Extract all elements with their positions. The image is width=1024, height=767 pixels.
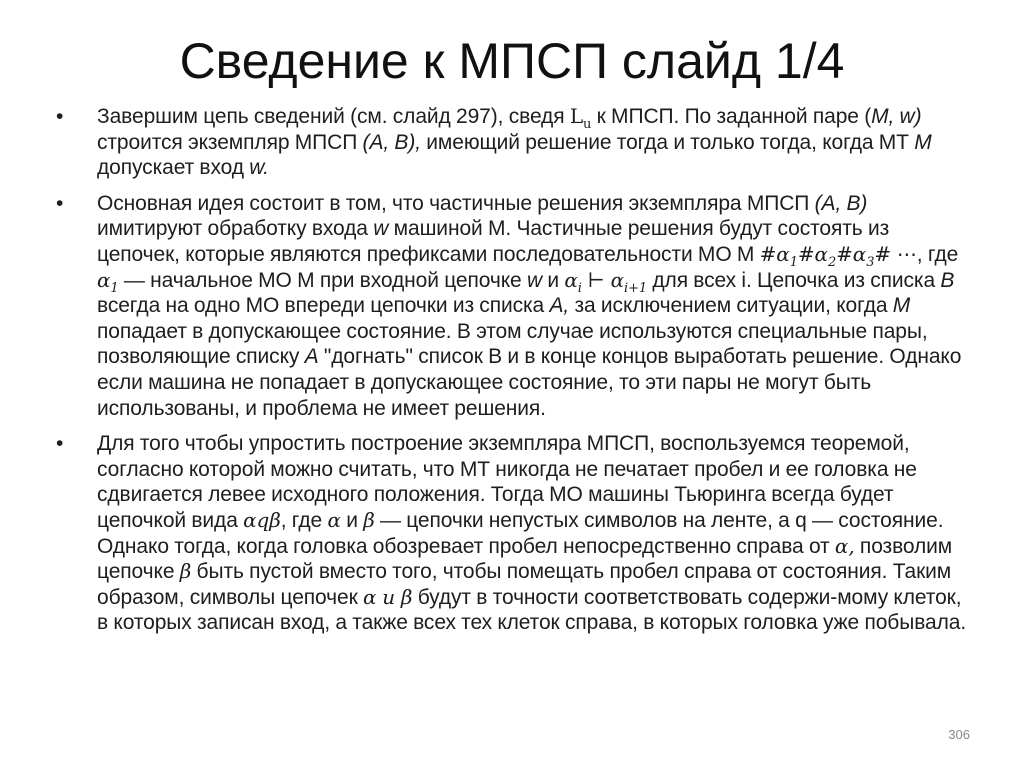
text-segment: α bbox=[97, 267, 111, 292]
text-segment: M bbox=[892, 294, 911, 318]
text-segment: — начальное МО М при входной цепочке bbox=[118, 268, 527, 292]
text-segment: α bbox=[852, 241, 867, 266]
text-segment: и bbox=[340, 508, 364, 532]
text-segment: A bbox=[304, 345, 319, 369]
text-segment: α bbox=[814, 241, 828, 266]
text-segment: B bbox=[940, 268, 955, 292]
text-segment: , где bbox=[280, 508, 328, 532]
text-segment: имитируют обработку входа bbox=[97, 217, 374, 241]
text-segment: w bbox=[526, 268, 543, 292]
text-segment: w. bbox=[249, 156, 269, 180]
text-segment: i+1 bbox=[624, 280, 648, 296]
text-segment: попадает в допускающее состояние. В этом случае используются специальные пары, позволяющие списку bbox=[97, 319, 928, 369]
slide-title: Сведение к МПСП слайд 1/4 bbox=[179, 33, 845, 89]
text-segment: ⊢ bbox=[581, 267, 611, 292]
text-segment: α, bbox=[834, 533, 855, 558]
text-segment: αqβ bbox=[243, 507, 281, 532]
text-segment: M, w) bbox=[871, 105, 922, 128]
text-segment: 2 bbox=[827, 255, 837, 271]
text-segment: M bbox=[914, 130, 932, 154]
text-segment: быть пустой вместо того, чтобы помещать пробел справа от состояния. Таким образом, символы цепочек bbox=[97, 560, 952, 609]
text-segment: # ⋯ bbox=[874, 241, 917, 266]
text-segment: (A, B) bbox=[814, 191, 868, 215]
text-segment: — цепочки непустых символов на ленте, а q — состояние. Однако тогда, когда головка обозревает пробел непосредственно справа от bbox=[97, 508, 944, 558]
bullet-marker: • bbox=[56, 432, 64, 456]
text-segment: (A, B), bbox=[362, 130, 421, 154]
text-segment: будут в точности соответствовать содержи-мому клеток, в которых записан вход, а также всех тех клеток справа, в которых головка уже побывала. bbox=[97, 585, 967, 635]
text-segment: имеющий решение тогда и только тогда, когда МТ bbox=[420, 130, 915, 154]
text-segment: # bbox=[797, 241, 815, 266]
text-segment: 3 bbox=[866, 255, 875, 271]
text-segment: A, bbox=[549, 294, 570, 318]
bullet-paragraph-2 bbox=[52, 191, 972, 421]
text-segment: всегда на одно МО впереди цепочки из списка bbox=[97, 294, 550, 318]
text-segment: α bbox=[327, 507, 341, 532]
text-segment: 1 bbox=[789, 255, 798, 271]
text-segment: # bbox=[836, 241, 853, 266]
text-segment: к МПСП. По заданной паре ( bbox=[591, 105, 872, 128]
page-number: 306 bbox=[948, 727, 970, 742]
text-segment: "догнать" список В и в конце концов выработать решение. Однако если машина не попадает в допускающее состояние, то эти пары не могут быть использованы, и проблема не имеет решения. bbox=[97, 345, 962, 420]
text-segment: L bbox=[569, 104, 584, 128]
text-segment: 1 bbox=[110, 280, 119, 296]
text-segment: α bbox=[564, 267, 578, 292]
text-segment: β bbox=[179, 559, 192, 584]
bullet-marker: • bbox=[56, 105, 64, 128]
bullet-marker: • bbox=[56, 191, 64, 215]
text-segment: u bbox=[583, 117, 592, 133]
bullet-list bbox=[52, 104, 972, 646]
text-segment: α bbox=[776, 241, 790, 266]
text-segment: w bbox=[373, 217, 389, 241]
text-segment: i bbox=[577, 280, 582, 296]
bullet-paragraph-3 bbox=[52, 431, 972, 636]
text-segment: Завершим цепь сведений (см. слайд 297), сведя bbox=[97, 105, 570, 128]
text-segment: и bbox=[542, 268, 565, 292]
text-segment: α и β bbox=[363, 584, 413, 609]
text-segment: для всех i. Цепочка из списка bbox=[647, 268, 941, 292]
text-segment: за исключением ситуации, когда bbox=[569, 294, 893, 318]
text-segment: # bbox=[759, 241, 777, 266]
text-segment: , где bbox=[916, 242, 959, 266]
text-segment: машиной М. Частичные решения будут состоять из цепочек, которые являются префиксами последовательности МО М bbox=[97, 217, 890, 266]
bullet-paragraph-1 bbox=[52, 104, 972, 181]
text-segment: Для того чтобы упростить построение экземпляра МПСП, воспользуемся теоремой, согласно которой можно считать, что МТ никогда не печатает пробел и ее головка не сдвигается левее исходного положения. Тогда МО машины Тьюринга всегда будет цепочкой вида bbox=[97, 432, 917, 532]
text-segment: строится экземпляр МПСП bbox=[97, 130, 363, 154]
text-segment: позволим цепочке bbox=[97, 534, 953, 584]
text-segment: допускает вход bbox=[97, 156, 250, 180]
text-segment: Основная идея состоит в том, что частичные решения экземпляра МПСП bbox=[97, 191, 815, 215]
text-segment: α bbox=[610, 267, 625, 292]
text-segment: β bbox=[363, 507, 375, 532]
